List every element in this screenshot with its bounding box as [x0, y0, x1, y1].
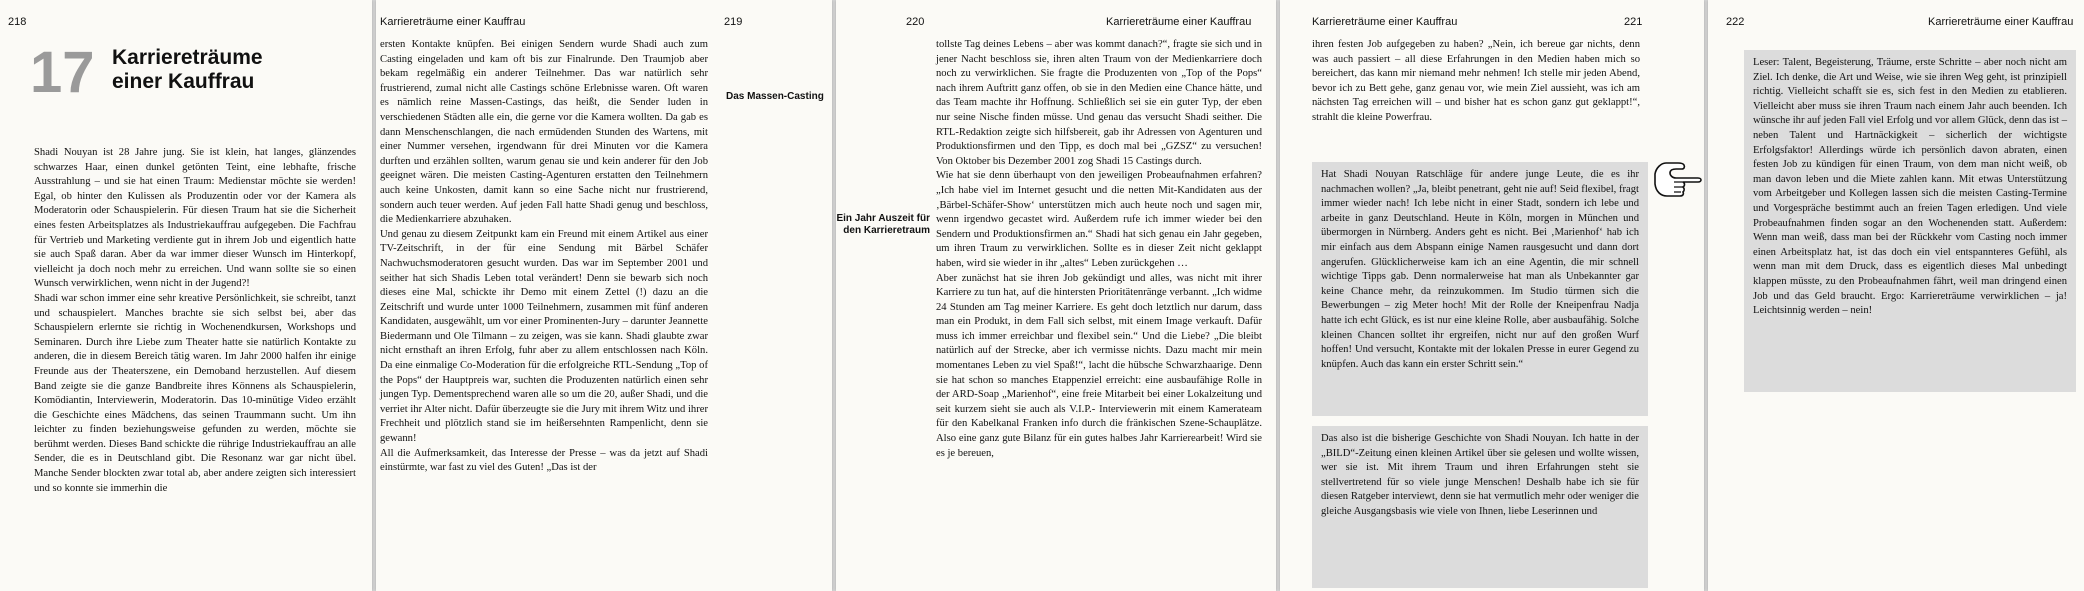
page-number: 219: [724, 16, 743, 28]
paragraph: Und genau zu diesem Zeitpunkt kam ein Freund mit einem Artikel aus einer TV-Zeitschrift, in der für eine Sendung mit Bärbel Schäfer Nachwuchsmoderatoren gesucht wurden. Das war im September 2001 und seither hat sich Shadis Leben total verändert! Denn sie bewarb sich noch dieses eine Mal, schickte ihr Demo mit einem Zettel (!) dazu an die Zeitschrift und wurde unter 1000 Teilnehmern, zusammen mit fünf anderen Kandidaten, ausgewählt, um vor einer Prominenten-Jury – darunter Jeannette Biedermann und Ole Tilmann – zu zeigen, was sie kann. Shadi glaubte zwar nicht ernsthaft an ihren Erfolg, fuhr aber zu allem entschlossen nach Köln. Da eine einmalige Co-Moderation für die erfolgreiche RTL-Sendung „Top of the Pops“ der Hauptpreis war, suchten die Produzenten natürlich einen sehr jungen Typ. Dementsprechend waren alle so um die 20, außer Shadi, und die verriet ihr Alter nicht. Dafür überzeugte sie die Jury mit ihrem Witz und ihrer Frechheit und plötzlich stand sie im heißersehnten Rampenlicht, denn sie gewann!: [380, 228, 708, 445]
page-number: 222: [1726, 16, 1745, 28]
tip-box: [1312, 162, 1648, 416]
paragraph: ersten Kontakte knüpfen. Bei einigen Sendern wurde Shadi auch zum Casting eingeladen und kam oft bis zur Finalrunde. Den Traumjob aber bekam regelmäßig ein anderer Teilnehmer. Das war natürlich sehr frustrierend, zumal nicht alle Castings schöne Erlebnisse waren. Oft waren es nämlich reine Massen-Castings, das heißt, die Sender luden in verschiedenen Städten alle ein, die gerne vor die Kamera wollten. Da gab es dann Menschenschlangen, die nach ermüdenden Stunden des Wartens, mit einer Nummer versehen, irgendwann für drei Minuten vor die Kamera durften und erzählen sollten, warum genau sie und kein anderer für den Job geeignet wären. Die meisten Casting-Agenturen erstatten den Teilnehmern auch keine Unkosten, damit kann so eine Sache nicht nur frustrierend, sondern auch teuer werden. Auf jeden Fall hatte Shadi genug und beschloss, die Medienkarriere abzuhaken.: [380, 39, 708, 226]
chapter-number: 17: [30, 40, 95, 105]
page-220: [836, 0, 1276, 591]
page-221: [1280, 0, 1704, 591]
body-text: [936, 38, 1262, 461]
chapter-title-line-2: einer Kauffrau: [112, 70, 255, 93]
paragraph: All die Aufmerksamkeit, das Interesse der Presse – was da jetzt auf Shadi einstürmte, war fast zu viel des Guten! „Das ist der: [380, 447, 708, 474]
pointing-hand-icon: [1652, 158, 1702, 202]
running-header: Karriereträume einer Kauffrau: [1928, 16, 2074, 28]
paragraph: tollste Tag deines Lebens – aber was kommt danach?“, fragte sie sich und in jener Nacht beschloss sie, ihren alten Traum von der Medienkarriere doch noch zu verwirklichen. Sie fragte die Produzenten von „Top of the Pops“ nach ihrem Auftritt ganz offen, ob sie in den Medien eine Chance hätte, und das Team machte ihr Hoffnung. Schließlich sei sie ein guter Typ, der eben nur seine Nische finden müsse. Und genau das versucht Shadi seither. Die RTL-Redaktion zeigte sich hilfsbereit, gab ihr Adressen von Agenturen und Produktionsfirmen und den Tipp, es doch mal bei „GZSZ“ zu versuchen! Von Oktober bis Dezember 2001 zog Shadi 15 Castings durch.: [936, 39, 1262, 167]
running-header: Karriereträume einer Kauffrau: [1106, 16, 1252, 28]
body-text: [34, 146, 356, 496]
page-number: 220: [906, 16, 925, 28]
running-header: Karriereträume einer Kauffrau: [380, 16, 526, 28]
margin-heading: Das Massen-Casting: [726, 91, 824, 102]
paragraph: Aber zunächst hat sie ihren Job gekündigt und alles, was nicht mit ihrer Karriere zu tun hat, auf die hintersten Prioritätenränge verbannt. „Ich widme 24 Stunden am Tag meiner Karriere. Es geht doch letztlich nur darum, dass man ein Produkt, in dem Fall sich selbst, mit einem Image verkauft. Dafür muss ich immer erreichbar und flexibel sein.“ Und die Liebe? „Die bleibt natürlich auf der Strecke, aber ich vermisse nichts. Dazu macht mir mein momentanes Leben zu viel Spaß!“, lacht die hübsche Schwarzhaarige. Denn sie hat schon so manches Etappenziel erreicht: eine ausbaufähige Rolle in der ARD-Soap „Marienhof“, eine freie Mitarbeit bei einer Lokalzeitung und seit kurzem sieht sie auch als V.I.P.- Interviewerin mit einem Kamerateam für den Kabelkanal Franken info durch die fränkischen Szene-Schauplätze. Also eine ganz gute Bilanz für ein gutes halbes Jahr Karrierearbeit! Wird sie es je bereuen,: [936, 272, 1262, 459]
page-number: 218: [8, 16, 27, 28]
paragraph: Shadi Nouyan ist 28 Jahre jung. Sie ist klein, hat langes, glänzendes schwarzes Haar, einen dunkel getönten Teint, eine lebhafte, frische Ausstrahlung – und sie hat einen Traum: Medienstar möchte sie werden! Egal, ob hinter den Kulissen als Produzentin oder vor der Kamera als Moderatorin oder Schauspielerin. Für diesen Traum hat sie die Sicherheit eines festen Arbeitsplatzes als Industriekauffrau aufgegeben. Die Fachfrau für Vertrieb und Marketing verdiente gut in ihrem Job und eigentlich hatte sie auch Spaß daran. Aber da war immer dieser Wunsch im Hinterkopf, vielleicht ja doch noch mehr zu erreichen. Und wann sollte sie so einen Wunsch verwirklichen, wenn nicht in der Jugend?!: [34, 147, 356, 290]
body-text: [1312, 38, 1640, 126]
conclusion-box: [1744, 50, 2076, 392]
paragraph: ihren festen Job aufgegeben zu haben? „Nein, ich bereue gar nichts, denn was auch passiert – all diese Erfahrungen in den Medien haben mich so bereichert, das kann mir niemand mehr nehmen! Ich stelle mir jeden Abend, bevor ich zu Bett gehe, ganz genau vor, wie mein Ziel aussieht, was ich am nächsten Tag erreichen will – und bisher hat es schon ganz gut geklappt!“, strahlt die kleine Powerfrau.: [1312, 39, 1640, 123]
page-219: [376, 0, 832, 591]
conclusion-text: Leser: Talent, Begeisterung, Träume, erste Schritte – aber noch nicht am Ziel. Ich denke, die Art und Weise, wie sie ihren Weg geht, ist prinzipiell richtig. Vielleicht schafft sie es, sich fest in den Medien zu etablieren. Vielleicht aber muss sie ihren Traum nach einem Jahr auch beenden. Ich wünsche ihr auf jeden Fall viel Erfolg und vor allem Glück, denn das ist – neben Talent und Hartnäckigkeit – sicherlich der wichtigste Erfolgsfaktor! Allerdings würde ich persönlich davon abraten, einen festen Job zu kündigen für einen Traum, von dem man nicht weiß, ob man davon leben und die Miete zahlen kann. Mit etwas Unterstützung vom Arbeitgeber und Kollegen lassen sich die meisten Casting-Termine und Vorgespräche bestimmt auch an freien Tagen erledigen. Und viele Probeaufnahmen finden sogar an den Wochenenden statt. Außerdem: Wenn man weiß, dass man bei der Rückkehr vom Casting noch immer einen Arbeitsplatz hat, ist das doch ein viel entspannteres Gefühl, als wenn man mit dem Druck, dass es eigentlich dieses Mal unbedingt klappen müsste, zu den Probeaufnahmen fährt, weil man dringend einen Job und das Geld braucht. Ergo: Karriereträume verwirklichen – ja! Leichtsinnig werden – nein!: [1753, 57, 2067, 317]
summary-text: Das also ist die bisherige Geschichte von Shadi Nouyan. Ich hatte in der „BILD“-Zeitung einen kleinen Artikel über sie gelesen und wollte wissen, wer sie ist. Mit ihrem Traum und ihren Erfahrungen steht sie stellvertretend für so viele junge Menschen! Deshalb habe ich sie für diesen Ratgeber interviewt, denn sie hat vermutlich mehr oder weniger die gleiche Ausgangsbasis wie viele von Ihnen, liebe Leserinnen und: [1321, 433, 1639, 517]
summary-box: [1312, 426, 1648, 588]
page-218: [0, 0, 372, 591]
chapter-title: [112, 46, 263, 94]
body-text: [380, 38, 708, 476]
tip-text: Hat Shadi Nouyan Ratschläge für andere junge Leute, die es ihr nachmachen wollen? „Ja, bleibt penetrant, geht nie auf! Seid flexibel, fragt immer wieder nach! Ich lebe nicht in einer Stadt, sondern ich lebe und arbeite in ganz Deutschland. Heute in Köln, morgen in München und übermorgen in Nürnberg. Anders geht es nicht. Bei ‚Marienhof‘ hab ich mir einfach aus dem Abspann einige Namen rausgesucht und dann dort angerufen. Glücklicherweise kam ich an eine Agentin, die mir schnell wichtige Tipps gab. Denn normalerweise hat man als Unbekannter gar keine Chance mehr, da reinzukommen. Im Studio türmen sich die Bewerbungen – zig Meter hoch! Mit der Rolle der Kneipenfrau Nadja hatte ich echt Glück, es ist nur eine kleine Rolle, aber ausbaufähig. Solche kleinen Chancen solltet ihr ergreifen, nicht nur auf den großen Wurf hoffen! Und versucht, Kontakte mit der lokalen Presse in eurer Gegend zu knüpfen. Auch das kann ein erster Schritt sein.“: [1321, 169, 1639, 370]
running-header: Karriereträume einer Kauffrau: [1312, 16, 1458, 28]
margin-heading: Ein Jahr Auszeit für den Karrieretraum: [836, 213, 930, 236]
page-number: 221: [1624, 16, 1643, 28]
chapter-title-line-1: Karriereträume: [112, 46, 263, 69]
paragraph: Wie hat sie denn überhaupt von den jeweiligen Probeaufnahmen erfahren? „Ich habe viel im Internet gesucht und die netten Mit-Kandidaten aus der ‚Bärbel-Schäfer-Show‘ unterstützen mich auch heute noch und sagen mir, wenn irgendwo gecastet wird. Außerdem rufe ich immer wieder bei den Sendern und Produktionsfirmen an.“ Shadi hat sich genau ein Jahr gegeben, um ihren Traum zu verwirklichen. Sollte es in dieser Zeit nicht geklappt haben, wird sie wieder in ihr „altes“ Leben zurückgehen …: [936, 170, 1262, 269]
paragraph: Shadi war schon immer eine sehr kreative Persönlichkeit, sie schreibt, tanzt und schauspielert. Manches brachte sie sich selbst bei, aber das Schauspielern erlernte sie richtig in Wochenendkursen, Workshops und Seminaren. Durch ihre Liebe zum Theater hatte sie natürlich Kontakte zu anderen, die in diesem Bereich tätig waren. Im Jahr 2000 halfen ihr einige Freunde aus der Theaterszene, ein Demoband herzustellen. Auf diesem Band zeigte sie die ganze Bandbreite ihres Könnens als Schauspielerin, Komödiantin, Interviewerin, Moderatorin. Das 10-minütige Video erzählt die Geschichte eines Mädchens, das seinen Traummann sucht. Um ihn leichter zu finden beziehungsweise gefunden zu werden, möchte sie berühmt werden. Dieses Band schickte die rührige Industriekauffrau an alle Sender, die es in Deutschland gibt. Die Resonanz war gar nicht übel. Manche Sender blockten zwar total ab, aber andere zeigten sich interessiert und so konnte sie immerhin die: [34, 292, 356, 494]
page-222: [1708, 0, 2084, 591]
